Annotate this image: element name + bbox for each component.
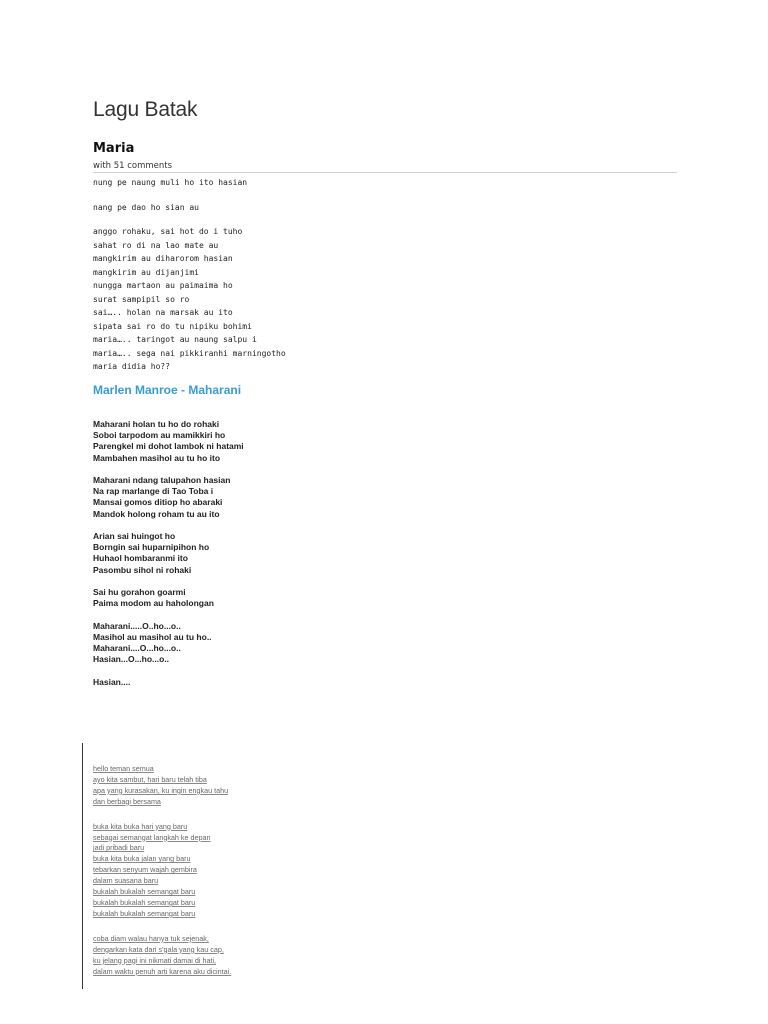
lyric-line: Maharani....O...ho...o.. [93, 643, 181, 653]
quote-link-line[interactable]: ku jelang pagi ini nikmati damai di hati, [93, 955, 217, 965]
lyric-line: Maharani holan tu ho do rohaki [93, 419, 220, 429]
quote-link-line[interactable]: jadi pribadi baru [93, 843, 145, 853]
lyric-line: Maharani ndang talupahon hasian [93, 475, 231, 485]
lyric-line: sipata sai ro do tu nipiku bohimi [93, 321, 252, 331]
quote-link-line[interactable]: hello teman semua [93, 764, 154, 773]
section-heading: Marlen Manroe - Maharani [93, 383, 242, 397]
lyric-line: nang pe dao ho sian au [93, 202, 199, 212]
lyric-line: sahat ro di na lao mate au [93, 240, 219, 250]
lyric-line: maria….. sega nai pikkiranhi marningotho [93, 348, 286, 358]
lyrics-maharani [93, 419, 653, 688]
lyric-line: mangkirim au dijanjimi [93, 267, 199, 277]
quote-link-line[interactable]: coba diam walau hanya tuk sejenak, [93, 933, 209, 943]
stanza-gap [93, 520, 653, 531]
lyric-line: maria didia ho?? [93, 362, 171, 371]
stanza-gap [93, 190, 653, 201]
quote-link-line[interactable]: dan berbagi bersama [93, 796, 161, 806]
lyric-line: Masihol au masihol au tu ho.. [93, 631, 212, 642]
stanza-gap [93, 808, 593, 822]
lyric-line: Borngin sai huparnipihon ho [93, 542, 210, 553]
quote-link-line[interactable]: buka kita buka hari yang baru [93, 821, 188, 831]
lyric-line: mangkirim au diharorom hasian [93, 254, 233, 263]
lyric-line: Arian sai huingot ho [93, 531, 176, 541]
stanza-gap [93, 464, 653, 475]
quote-link-line[interactable]: bukalah bukalah semangat baru [93, 887, 196, 897]
blockquote-text [93, 764, 593, 977]
quote-link-line[interactable]: tebarkan senyum wajah gembira [93, 865, 197, 875]
lyric-line: Hasian.... [93, 676, 131, 687]
lyric-line: Soboi tarpodom au mamikkiri ho [93, 430, 226, 441]
lyric-line: Hasian...O...ho...o.. [93, 654, 170, 665]
lyric-line: Pasombu sihol ni rohaki [93, 564, 192, 575]
quote-link-line[interactable]: bukalah bukalah semangat baru [93, 908, 196, 918]
stanza-gap [93, 214, 653, 225]
quote-link-line[interactable]: dalam suasana baru [93, 876, 159, 886]
lyric-line: Maharani.....O..ho...o.. [93, 620, 181, 631]
page-title: Lagu Batak [93, 98, 198, 121]
lyric-line: Mambahen masihol au tu ho ito [93, 452, 221, 463]
quote-link-line[interactable]: dengarkan kata dari s'gala yang kau cap, [93, 944, 224, 954]
lyric-line: Paima modom au haholongan [93, 598, 214, 609]
lyric-line: Mandok holong roham tu au ito [93, 508, 220, 519]
lyric-line: Sai hu gorahon goarmi [93, 587, 186, 597]
lyric-line: Huhaol hombaranmi ito [93, 553, 188, 564]
lyrics-maria [93, 176, 653, 374]
divider [93, 172, 677, 173]
quote-link-line[interactable]: bukalah bukalah semangat baru [93, 897, 196, 907]
lyric-line: Mansai gomos ditiop ho abaraki [93, 497, 223, 508]
blockquote-bar [82, 743, 83, 989]
stanza-gap [93, 665, 653, 676]
quote-link-line[interactable]: buka kita buka jalan yang baru [93, 854, 191, 864]
lyric-line: maria….. taringot au naung salpu i [93, 335, 257, 344]
lyric-line: surat sampipil so ro [93, 294, 190, 304]
stanza-gap [93, 576, 653, 587]
lyric-line: Na rap marlange di Tao Toba i [93, 486, 214, 497]
lyric-line: Parengkel mi dohot lambok ni hatami [93, 441, 244, 452]
stanza-gap [93, 920, 593, 934]
comment-count-link[interactable]: with 51 comments [93, 161, 173, 171]
lyric-line: anggo rohaku, sai hot do i tuho [93, 227, 243, 236]
stanza-gap [93, 609, 653, 620]
quote-link-line[interactable]: sebagai semangat langkah ke depan [93, 832, 211, 842]
lyric-line: sai….. holan na marsak au ito [93, 308, 233, 317]
quote-link-line[interactable]: dalam waktu penuh arti karena aku dicintai. [93, 966, 232, 976]
quote-link-line[interactable]: ayo kita sambut, hari baru telah tiba [93, 774, 207, 784]
post-title[interactable]: Maria [93, 141, 135, 156]
lyric-line: nung pe naung muli ho ito hasian [93, 178, 248, 187]
quote-link-line[interactable]: apa yang kurasakan, ku ingin engkau tahu [93, 785, 229, 795]
lyric-line: nungga martaon au paimaima ho [93, 281, 233, 290]
